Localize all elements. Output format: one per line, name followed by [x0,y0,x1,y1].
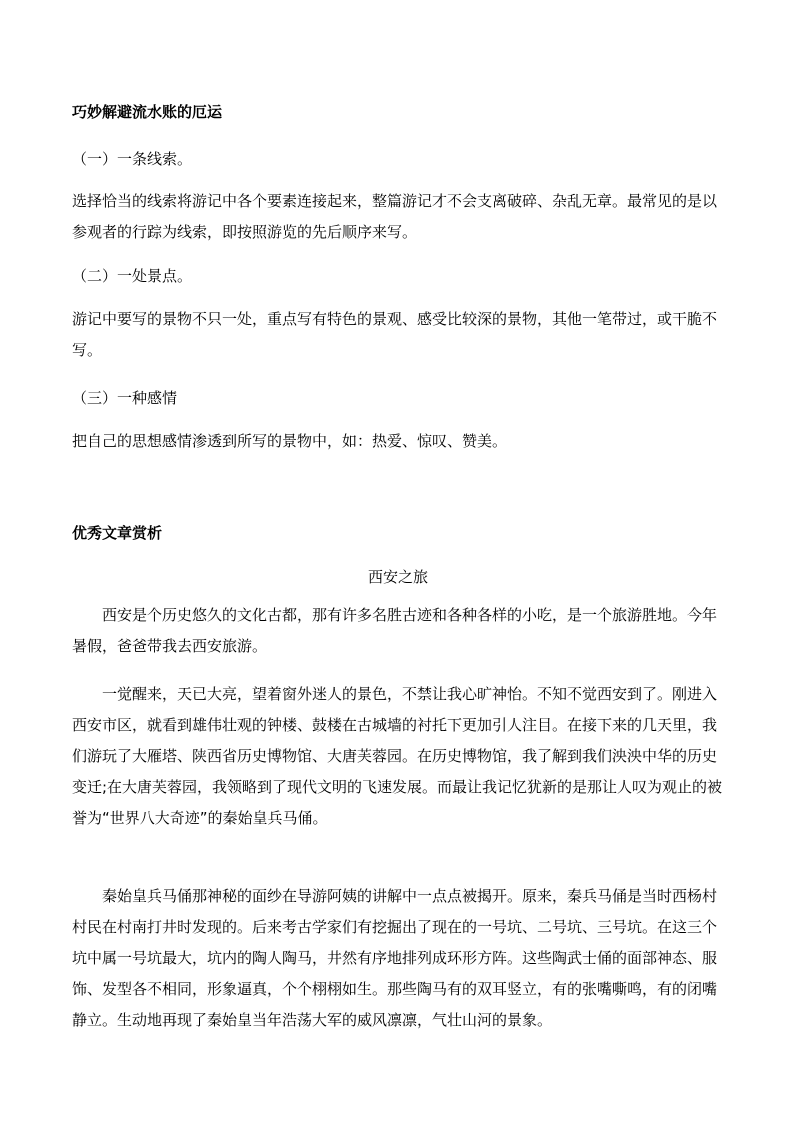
essay-paragraph: 秦始皇兵马俑那神秘的面纱在导游阿姨的讲解中一点点被揭开。原来，秦兵马俑是当时西杨村村民在村南打井时发现的。后来考古学家们有挖掘出了现在的一号坑、二号坑、三号坑。在这三个坑中属一号坑最大，坑内的陶人陶马，井然有序地排列成环形方阵。这些陶武士俑的面部神态、服饰、发型各不相同，形象逼真，个个栩栩如生。那些陶马有的双耳竖立，有的张嘴嘶鸣，有的闭嘴静立。生动地再现了秦始皇当年浩荡大军的威风凛凛，气壮山河的景象。 [72,887,718,1029]
tip-text-scenery: 游记中要写的景物不只一处，重点写有特色的景观、感受比较深的景物，其他一笔带过，或干脆不写。 [72,310,718,359]
tip-text-clue: 选择恰当的线索将游记中各个要素连接起来，整篇游记才不会支离破碎、杂乱无章。最常见的是以参观者的行踪为线索，即按照游览的先后顺序来写。 [72,192,718,241]
tip-text-emotion: 把自己的思想感情渗透到所写的景物中，如：热爱、惊叹、赞美。 [72,432,508,450]
essay-paragraph: 一觉醒来，天已大亮，望着窗外迷人的景色，不禁让我心旷神怡。不知不觉西安到了。刚进入西安市区，就看到雄伟壮观的钟楼、鼓楼在古城墙的衬托下更加引人注目。在接下来的几天里，我们游玩了大雁塔、陕西省历史博物馆、大唐芙蓉园。在历史博物馆，我了解到我们泱泱中华的历史变迁;在大唐芙蓉园，我领略到了现代文明的飞速发展。而最让我记忆犹新的是那让人叹为观止的被誉为“世界八大奇迹”的秦始皇兵马俑。 [72,685,723,827]
section-heading-essay: 优秀文章赏析 [72,524,163,542]
section-heading-tips: 巧妙解避流水账的厄运 [72,103,223,121]
tip-label-scenery: （二）一处景点。 [72,267,193,285]
tip-label-emotion: （三）一种感情 [72,389,178,407]
tip-label-clue: （一）一条线索。 [72,150,193,168]
essay-title: 西安之旅 [367,568,428,586]
essay-paragraph: 西安是个历史悠久的文化古都，那有许多名胜古迹和各种各样的小吃，是一个旅游胜地。今年暑假，爸爸带我去西安旅游。 [72,606,718,655]
